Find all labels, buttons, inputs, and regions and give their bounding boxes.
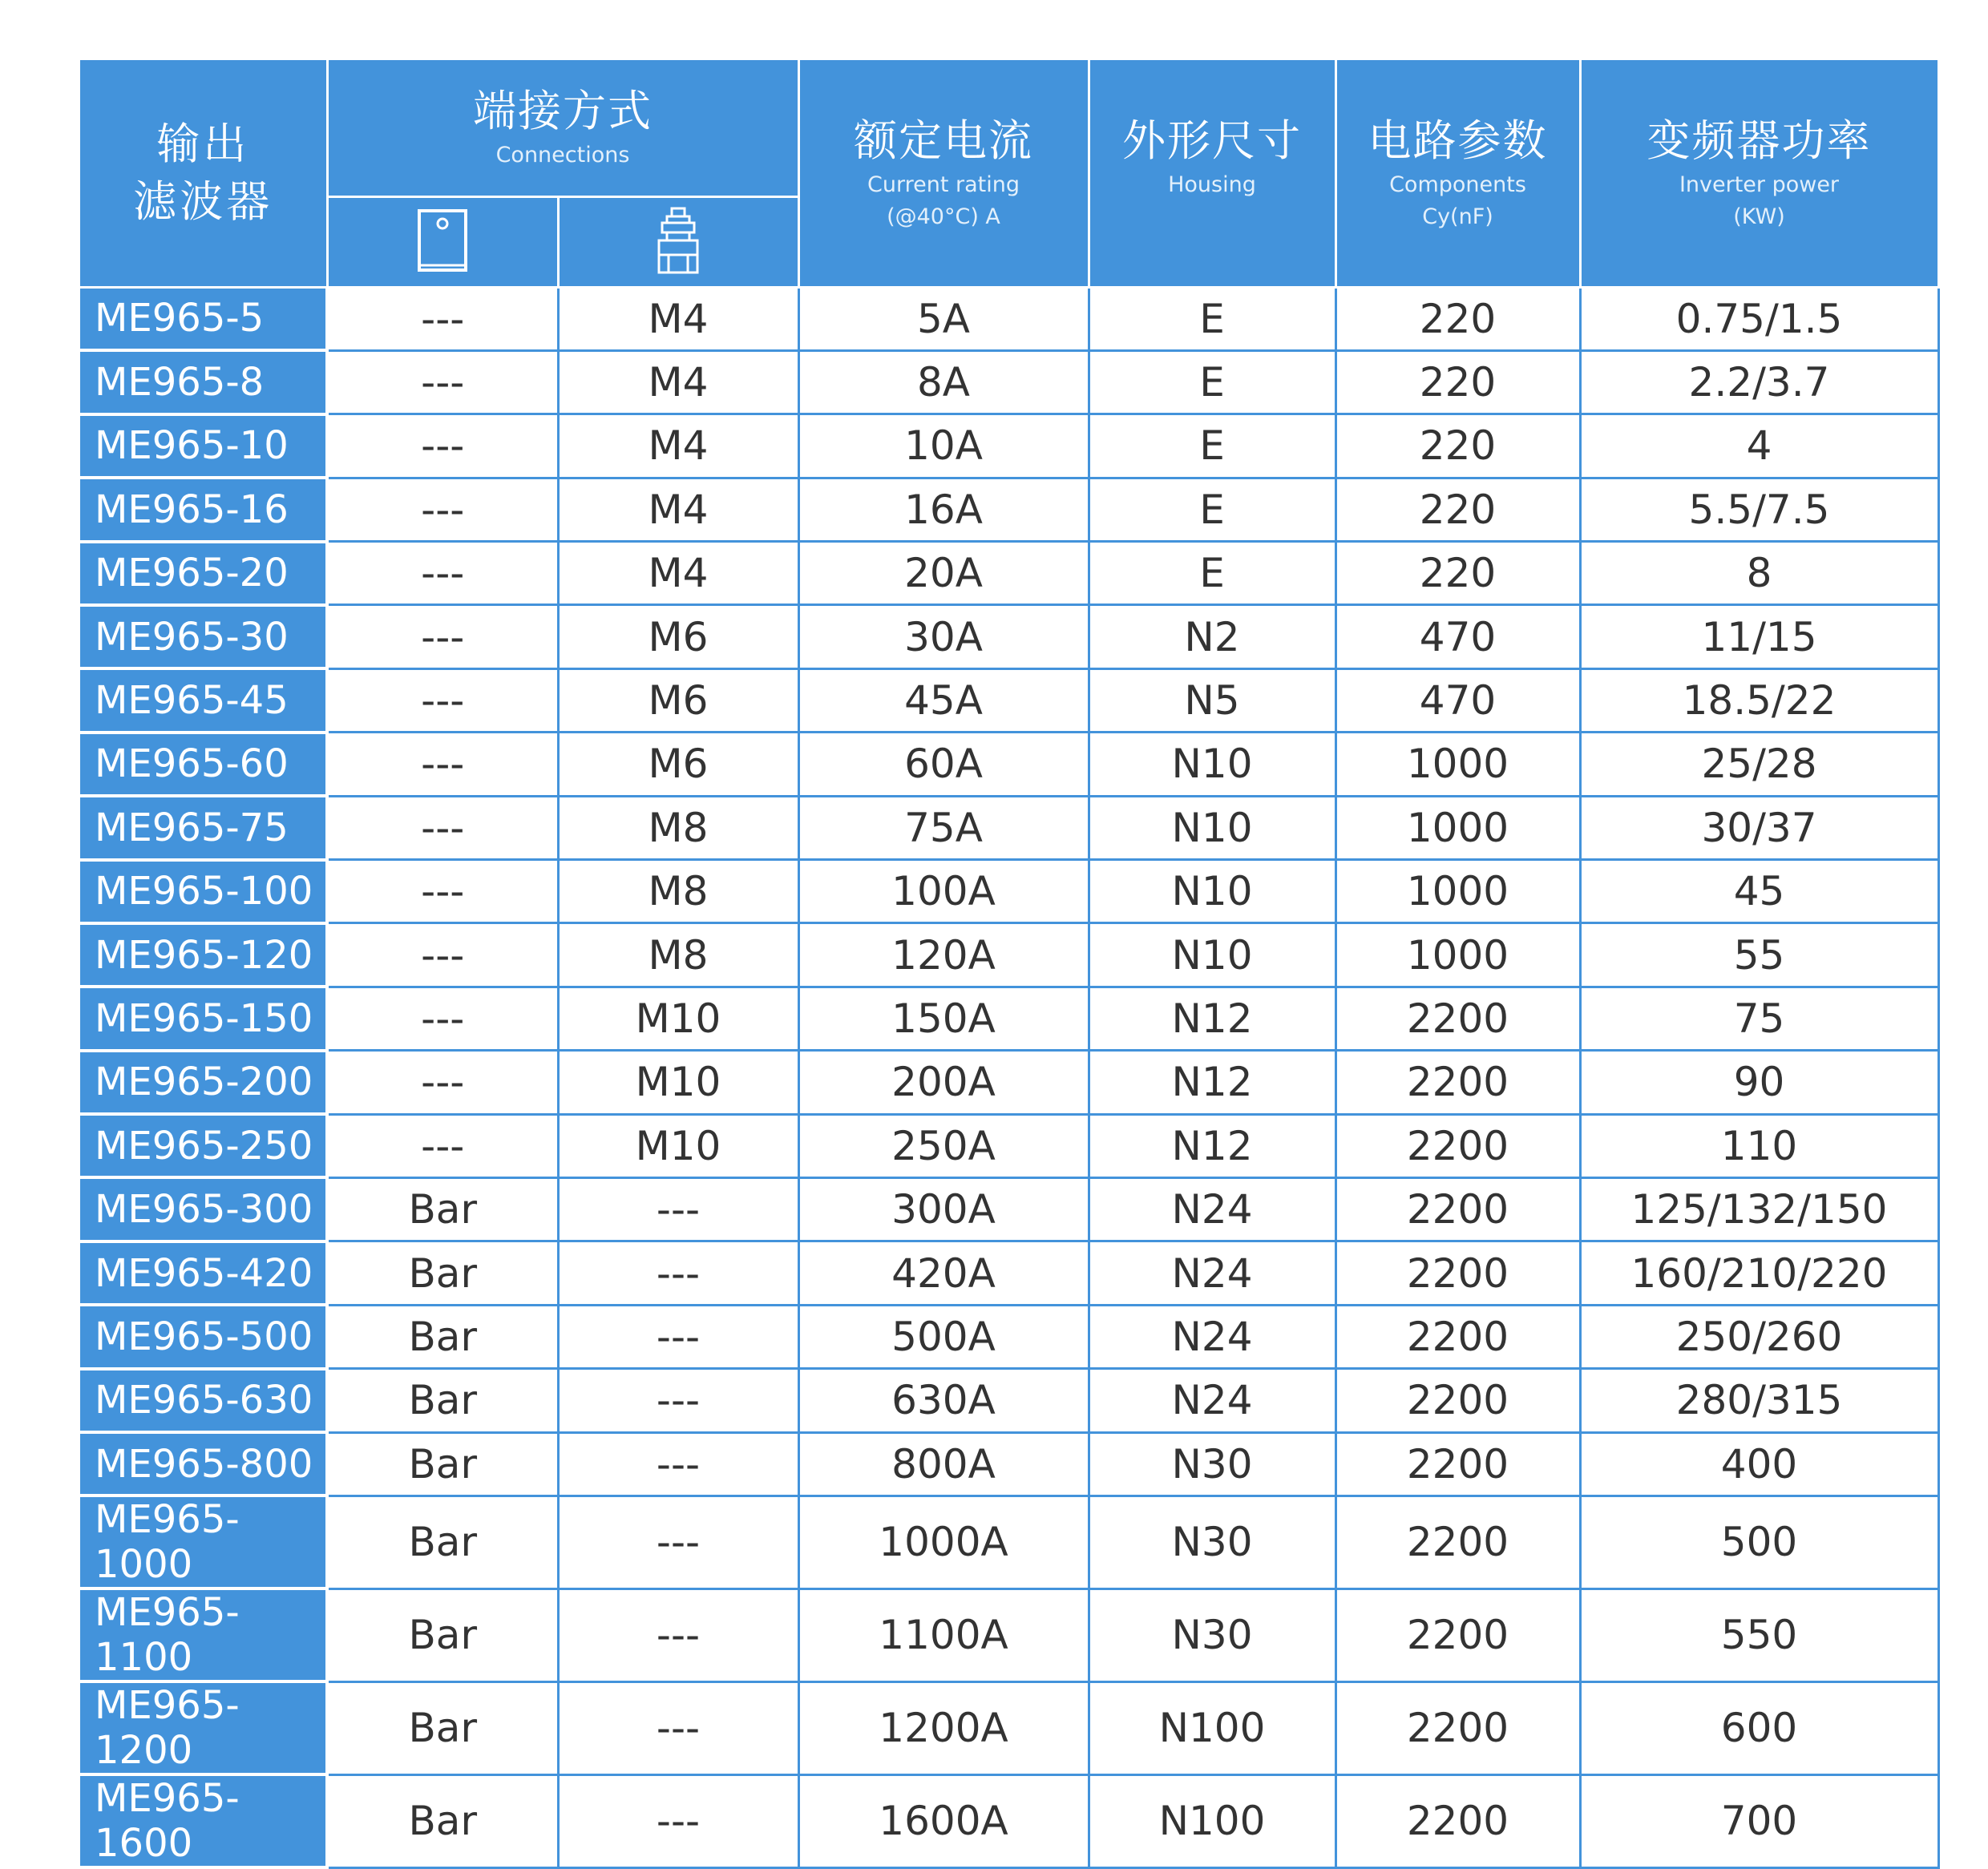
cell-housing: N5 xyxy=(1089,668,1335,732)
cell-model: ME965-1200 xyxy=(80,1681,327,1774)
cell-current-rating: 16A xyxy=(798,478,1089,541)
cell-inverter-power: 700 xyxy=(1580,1774,1938,1867)
table-body xyxy=(80,287,1938,1867)
cell-components: 2200 xyxy=(1335,1051,1580,1114)
table-row xyxy=(80,1774,1938,1867)
cell-model: ME965-200 xyxy=(80,1051,327,1114)
cell-housing: N12 xyxy=(1089,1051,1335,1114)
cell-current-rating: 5A xyxy=(798,287,1089,350)
cell-connection-stud: --- xyxy=(558,1681,798,1774)
cell-housing: N30 xyxy=(1089,1432,1335,1496)
cell-current-rating: 75A xyxy=(798,796,1089,859)
cell-model: ME965-8 xyxy=(80,350,327,414)
cell-connection-terminal: --- xyxy=(327,1114,558,1177)
cell-inverter-power: 5.5/7.5 xyxy=(1580,478,1938,541)
table-row xyxy=(80,287,1938,350)
cell-connection-stud: --- xyxy=(558,1241,798,1305)
cell-connection-stud: M8 xyxy=(558,923,798,987)
cell-housing: E xyxy=(1089,542,1335,605)
cell-connection-terminal: --- xyxy=(327,796,558,859)
cell-connection-terminal: --- xyxy=(327,668,558,732)
cell-components: 220 xyxy=(1335,478,1580,541)
cell-components: 1000 xyxy=(1335,796,1580,859)
cell-connection-stud: M8 xyxy=(558,796,798,859)
cell-housing: N30 xyxy=(1089,1496,1335,1588)
cell-inverter-power: 2.2/3.7 xyxy=(1580,350,1938,414)
cell-components: 470 xyxy=(1335,605,1580,668)
cell-connection-stud: --- xyxy=(558,1588,798,1681)
cell-connection-terminal: Bar xyxy=(327,1177,558,1241)
cell-connection-terminal: Bar xyxy=(327,1241,558,1305)
cell-current-rating: 500A xyxy=(798,1305,1089,1368)
cell-connection-terminal: --- xyxy=(327,542,558,605)
cell-current-rating: 45A xyxy=(798,668,1089,732)
cell-model: ME965-100 xyxy=(80,860,327,923)
cell-model: ME965-1000 xyxy=(80,1496,327,1588)
cell-model: ME965-60 xyxy=(80,733,327,796)
cell-current-rating: 200A xyxy=(798,1051,1089,1114)
header-model-line1: 输出 xyxy=(156,118,250,169)
table-row xyxy=(80,733,1938,796)
cell-housing: E xyxy=(1089,478,1335,541)
cell-components: 1000 xyxy=(1335,860,1580,923)
header-components-en: Components xyxy=(1389,172,1526,197)
table-row xyxy=(80,796,1938,859)
cell-current-rating: 120A xyxy=(798,923,1089,987)
stud-terminal-icon xyxy=(656,207,701,274)
cell-model: ME965-1600 xyxy=(80,1774,327,1867)
cell-current-rating: 630A xyxy=(798,1369,1089,1432)
cell-inverter-power: 90 xyxy=(1580,1051,1938,1114)
cell-current-rating: 250A xyxy=(798,1114,1089,1177)
cell-current-rating: 1200A xyxy=(798,1681,1089,1774)
cell-housing: N100 xyxy=(1089,1681,1335,1774)
header-components-en2: Cy(nF) xyxy=(1422,204,1493,229)
header-connections-icon1-cell xyxy=(327,196,558,287)
cell-current-rating: 8A xyxy=(798,350,1089,414)
cell-model: ME965-300 xyxy=(80,1177,327,1241)
cell-components: 2200 xyxy=(1335,1432,1580,1496)
cell-current-rating: 420A xyxy=(798,1241,1089,1305)
cell-inverter-power: 400 xyxy=(1580,1432,1938,1496)
cell-housing: E xyxy=(1089,287,1335,350)
cell-connection-stud: --- xyxy=(558,1177,798,1241)
cell-model: ME965-500 xyxy=(80,1305,327,1368)
header-housing xyxy=(1089,60,1335,287)
cell-housing: N12 xyxy=(1089,1114,1335,1177)
cell-components: 220 xyxy=(1335,287,1580,350)
cell-inverter-power: 4 xyxy=(1580,414,1938,478)
cell-inverter-power: 550 xyxy=(1580,1588,1938,1681)
cell-model: ME965-1100 xyxy=(80,1588,327,1681)
table-row xyxy=(80,923,1938,987)
table-row xyxy=(80,1305,1938,1368)
cell-model: ME965-5 xyxy=(80,287,327,350)
cell-current-rating: 10A xyxy=(798,414,1089,478)
cell-current-rating: 150A xyxy=(798,987,1089,1050)
cell-housing: N24 xyxy=(1089,1305,1335,1368)
header-housing-en: Housing xyxy=(1168,172,1256,197)
header-current-cn: 额定电流 xyxy=(854,115,1033,166)
header-connections-icon2-cell xyxy=(558,196,798,287)
header-connections xyxy=(327,60,798,196)
header-power-en2: (KW) xyxy=(1733,204,1785,229)
header-connections-en: Connections xyxy=(495,143,630,168)
cell-connection-terminal: --- xyxy=(327,350,558,414)
table-row xyxy=(80,605,1938,668)
cell-components: 2200 xyxy=(1335,1114,1580,1177)
cell-housing: N30 xyxy=(1089,1588,1335,1681)
cell-model: ME965-800 xyxy=(80,1432,327,1496)
cell-inverter-power: 500 xyxy=(1580,1496,1938,1588)
cell-housing: N12 xyxy=(1089,987,1335,1050)
table-row xyxy=(80,1114,1938,1177)
table-row xyxy=(80,414,1938,478)
cell-components: 2200 xyxy=(1335,1588,1580,1681)
cell-housing: N10 xyxy=(1089,923,1335,987)
table-row xyxy=(80,1432,1938,1496)
cell-connection-stud: M4 xyxy=(558,287,798,350)
header-components xyxy=(1335,60,1580,287)
cell-model: ME965-420 xyxy=(80,1241,327,1305)
cell-connection-terminal: --- xyxy=(327,923,558,987)
cell-connection-stud: --- xyxy=(558,1432,798,1496)
cell-components: 2200 xyxy=(1335,987,1580,1050)
cell-connection-terminal: Bar xyxy=(327,1369,558,1432)
header-power-cn: 变频器功率 xyxy=(1647,115,1872,166)
cell-inverter-power: 0.75/1.5 xyxy=(1580,287,1938,350)
cell-connection-stud: M4 xyxy=(558,350,798,414)
cell-model: ME965-75 xyxy=(80,796,327,859)
cell-model: ME965-20 xyxy=(80,542,327,605)
cell-housing: N24 xyxy=(1089,1369,1335,1432)
cell-model: ME965-120 xyxy=(80,923,327,987)
cell-housing: N10 xyxy=(1089,733,1335,796)
cell-inverter-power: 25/28 xyxy=(1580,733,1938,796)
cell-components: 470 xyxy=(1335,668,1580,732)
cell-components: 220 xyxy=(1335,350,1580,414)
cell-current-rating: 100A xyxy=(798,860,1089,923)
cell-connection-stud: M6 xyxy=(558,668,798,732)
terminal-block-icon xyxy=(417,208,468,272)
cell-housing: E xyxy=(1089,350,1335,414)
cell-connection-stud: M6 xyxy=(558,605,798,668)
table-row xyxy=(80,1496,1938,1588)
table-row xyxy=(80,350,1938,414)
cell-current-rating: 300A xyxy=(798,1177,1089,1241)
cell-connection-stud: M6 xyxy=(558,733,798,796)
cell-connection-terminal: --- xyxy=(327,478,558,541)
cell-inverter-power: 600 xyxy=(1580,1681,1938,1774)
cell-connection-terminal: --- xyxy=(327,860,558,923)
cell-components: 2200 xyxy=(1335,1369,1580,1432)
table-row xyxy=(80,1588,1938,1681)
cell-connection-terminal: Bar xyxy=(327,1305,558,1368)
cell-model: ME965-630 xyxy=(80,1369,327,1432)
cell-connection-terminal: --- xyxy=(327,733,558,796)
cell-connection-stud: --- xyxy=(558,1774,798,1867)
cell-components: 2200 xyxy=(1335,1496,1580,1588)
cell-housing: E xyxy=(1089,414,1335,478)
cell-connection-terminal: Bar xyxy=(327,1496,558,1588)
cell-current-rating: 1100A xyxy=(798,1588,1089,1681)
header-power xyxy=(1580,60,1938,287)
cell-components: 2200 xyxy=(1335,1681,1580,1774)
cell-connection-stud: M4 xyxy=(558,542,798,605)
cell-model: ME965-45 xyxy=(80,668,327,732)
table-row xyxy=(80,987,1938,1050)
header-power-en: Inverter power xyxy=(1679,172,1840,197)
cell-housing: N24 xyxy=(1089,1241,1335,1305)
table-row xyxy=(80,860,1938,923)
cell-components: 2200 xyxy=(1335,1241,1580,1305)
cell-current-rating: 30A xyxy=(798,605,1089,668)
cell-connection-terminal: --- xyxy=(327,414,558,478)
cell-model: ME965-16 xyxy=(80,478,327,541)
cell-housing: N10 xyxy=(1089,860,1335,923)
cell-connection-terminal: Bar xyxy=(327,1432,558,1496)
cell-connection-terminal: --- xyxy=(327,287,558,350)
header-current xyxy=(798,60,1089,287)
header-connections-cn: 端接方式 xyxy=(473,86,653,137)
cell-components: 220 xyxy=(1335,414,1580,478)
cell-connection-terminal: Bar xyxy=(327,1774,558,1867)
cell-current-rating: 1600A xyxy=(798,1774,1089,1867)
header-current-en2: (@40°C) A xyxy=(887,204,1000,229)
header-housing-cn: 外形尺寸 xyxy=(1122,115,1302,166)
cell-inverter-power: 75 xyxy=(1580,987,1938,1050)
cell-connection-stud: M8 xyxy=(558,860,798,923)
cell-inverter-power: 55 xyxy=(1580,923,1938,987)
header-model xyxy=(80,60,327,287)
cell-connection-terminal: Bar xyxy=(327,1681,558,1774)
cell-components: 2200 xyxy=(1335,1177,1580,1241)
table-row xyxy=(80,1681,1938,1774)
cell-connection-stud: M4 xyxy=(558,414,798,478)
table-row xyxy=(80,1241,1938,1305)
table-row xyxy=(80,1369,1938,1432)
cell-current-rating: 20A xyxy=(798,542,1089,605)
cell-housing: N100 xyxy=(1089,1774,1335,1867)
cell-model: ME965-250 xyxy=(80,1114,327,1177)
cell-inverter-power: 280/315 xyxy=(1580,1369,1938,1432)
cell-components: 220 xyxy=(1335,542,1580,605)
table-row xyxy=(80,1051,1938,1114)
cell-connection-stud: M4 xyxy=(558,478,798,541)
table-row xyxy=(80,478,1938,541)
cell-connection-terminal: Bar xyxy=(327,1588,558,1681)
cell-connection-terminal: --- xyxy=(327,987,558,1050)
cell-components: 1000 xyxy=(1335,923,1580,987)
table-row xyxy=(80,668,1938,732)
cell-current-rating: 800A xyxy=(798,1432,1089,1496)
cell-connection-stud: --- xyxy=(558,1369,798,1432)
cell-inverter-power: 30/37 xyxy=(1580,796,1938,859)
cell-inverter-power: 45 xyxy=(1580,860,1938,923)
cell-housing: N2 xyxy=(1089,605,1335,668)
table-row xyxy=(80,1177,1938,1241)
cell-inverter-power: 110 xyxy=(1580,1114,1938,1177)
cell-model: ME965-150 xyxy=(80,987,327,1050)
cell-inverter-power: 250/260 xyxy=(1580,1305,1938,1368)
header-model-line2: 滤波器 xyxy=(133,176,273,227)
cell-housing: N10 xyxy=(1089,796,1335,859)
header-components-cn: 电路参数 xyxy=(1368,115,1548,166)
spec-table xyxy=(80,60,1940,1869)
cell-connection-stud: M10 xyxy=(558,1114,798,1177)
cell-connection-stud: --- xyxy=(558,1496,798,1588)
cell-current-rating: 60A xyxy=(798,733,1089,796)
cell-current-rating: 1000A xyxy=(798,1496,1089,1588)
cell-model: ME965-30 xyxy=(80,605,327,668)
cell-components: 2200 xyxy=(1335,1774,1580,1867)
cell-components: 1000 xyxy=(1335,733,1580,796)
cell-connection-terminal: --- xyxy=(327,1051,558,1114)
cell-components: 2200 xyxy=(1335,1305,1580,1368)
cell-connection-terminal: --- xyxy=(327,605,558,668)
table-header xyxy=(80,60,1938,287)
cell-inverter-power: 160/210/220 xyxy=(1580,1241,1938,1305)
cell-connection-stud: --- xyxy=(558,1305,798,1368)
cell-housing: N24 xyxy=(1089,1177,1335,1241)
cell-inverter-power: 125/132/150 xyxy=(1580,1177,1938,1241)
cell-inverter-power: 18.5/22 xyxy=(1580,668,1938,732)
cell-inverter-power: 8 xyxy=(1580,542,1938,605)
cell-model: ME965-10 xyxy=(80,414,327,478)
header-current-en: Current rating xyxy=(867,172,1020,197)
table-row xyxy=(80,542,1938,605)
cell-connection-stud: M10 xyxy=(558,1051,798,1114)
cell-inverter-power: 11/15 xyxy=(1580,605,1938,668)
cell-connection-stud: M10 xyxy=(558,987,798,1050)
